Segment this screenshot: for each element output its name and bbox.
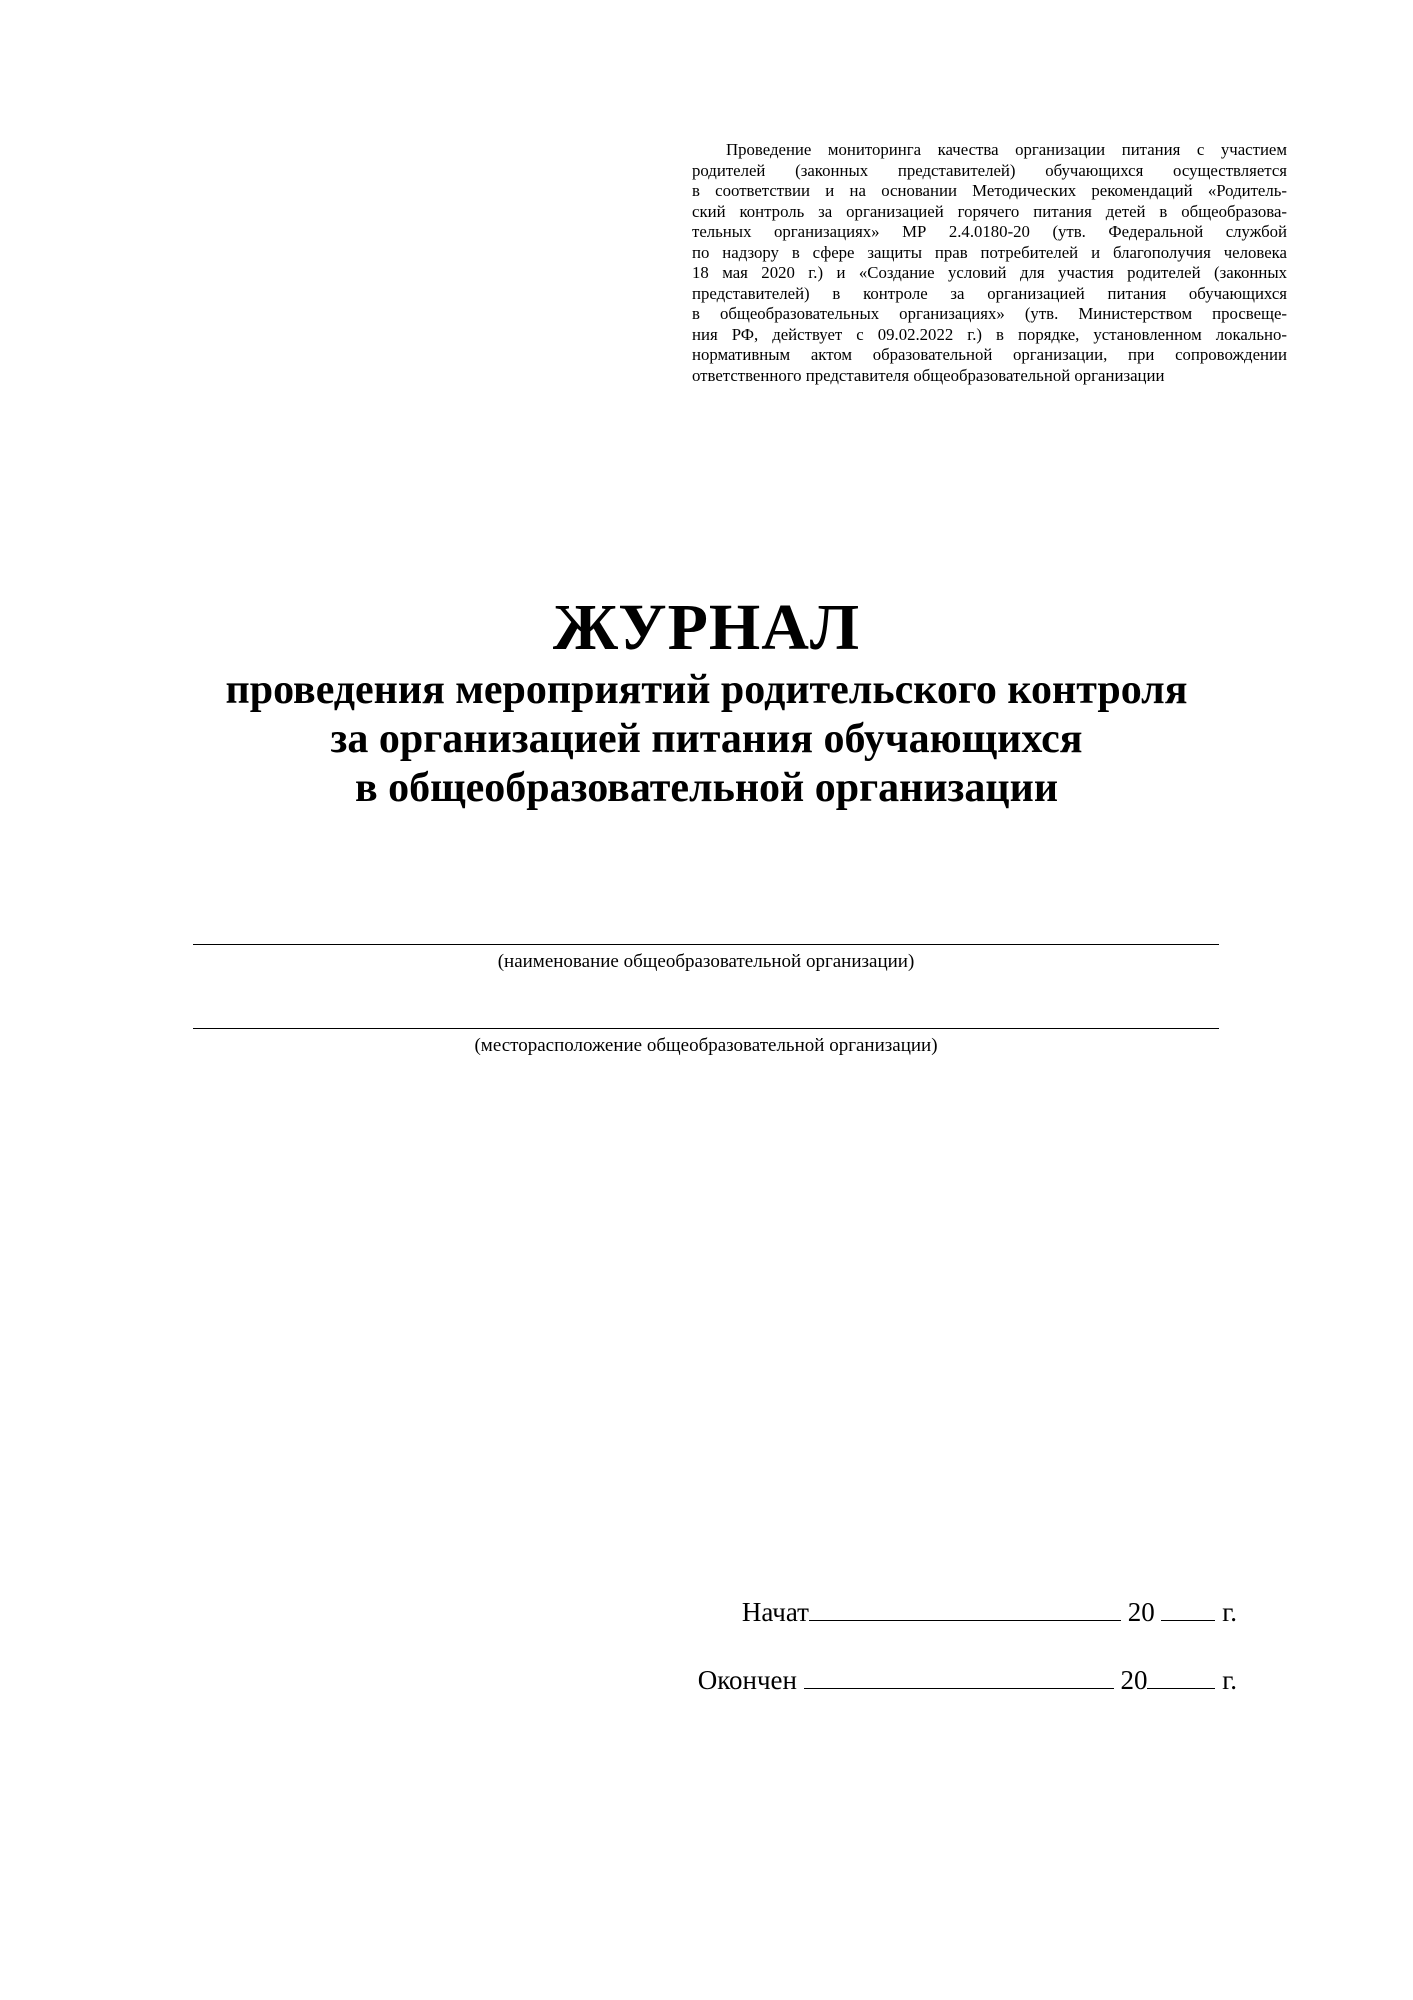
org-location-caption: (месторасположение общеобразовательной организации) <box>474 1035 938 1056</box>
legal-note <box>692 140 1287 386</box>
subtitle-line: проведения мероприятий родительского контроля <box>225 667 1188 713</box>
finished-year-blank[interactable] <box>1147 1666 1215 1689</box>
legal-note-line: представителей) в контроле за организацией питания обучающихся <box>692 283 1287 303</box>
legal-note-line: ответственного представителя общеобразовательной организации <box>692 365 1165 385</box>
legal-note-line: родителей (законных представителей) обучающихся осуществляется <box>692 160 1287 180</box>
org-location-field[interactable] <box>193 1028 1219 1057</box>
finished-label: Окончен <box>697 1665 797 1695</box>
legal-note-line: ния РФ, действует с 09.02.2022 г.) в порядке, установленном локально- <box>692 324 1287 344</box>
started-row <box>742 1596 1237 1628</box>
org-name-line[interactable] <box>193 944 1219 945</box>
started-year-blank[interactable] <box>1161 1598 1215 1621</box>
legal-note-line: в соответствии и на основании Методических рекомендаций «Родитель- <box>692 181 1287 200</box>
legal-note-line: ский контроль за организацией горячего питания детей в общеобразова- <box>692 201 1287 221</box>
legal-note-line: по надзору в сфере защиты прав потребителей и благополучия человека <box>692 242 1287 262</box>
org-name-field[interactable] <box>193 944 1219 973</box>
legal-note-line: Проведение мониторинга качества организации питания с участием <box>726 140 1287 159</box>
finished-row <box>698 1664 1237 1696</box>
finished-year-suffix: г. <box>1222 1665 1237 1695</box>
legal-note-line: 18 мая 2020 г.) и «Создание условий для участия родителей (законных <box>692 263 1287 282</box>
legal-note-line: нормативным актом образовательной организации, при сопровождении <box>692 345 1287 364</box>
started-date-blank[interactable] <box>809 1598 1121 1621</box>
started-year-suffix: г. <box>1222 1597 1237 1627</box>
org-location-line[interactable] <box>193 1028 1219 1029</box>
legal-note-line: в общеобразовательных организациях» (утв. Министерством просвеще- <box>692 304 1287 323</box>
subtitle-line: за организацией питания обучающихся <box>330 716 1083 762</box>
title-block <box>0 590 1413 813</box>
started-label: Начат <box>741 1597 809 1627</box>
legal-note-line: тельных организациях» МР 2.4.0180-20 (утв. Федеральной службой <box>692 222 1287 241</box>
started-century: 20 <box>1127 1597 1155 1627</box>
finished-date-blank[interactable] <box>804 1666 1114 1689</box>
org-name-caption: (наименование общеобразовательной организации) <box>497 951 915 972</box>
page-title: ЖУРНАЛ <box>552 591 861 664</box>
subtitle-line: в общеобразовательной организации <box>354 765 1059 811</box>
finished-century: 20 <box>1120 1665 1148 1695</box>
